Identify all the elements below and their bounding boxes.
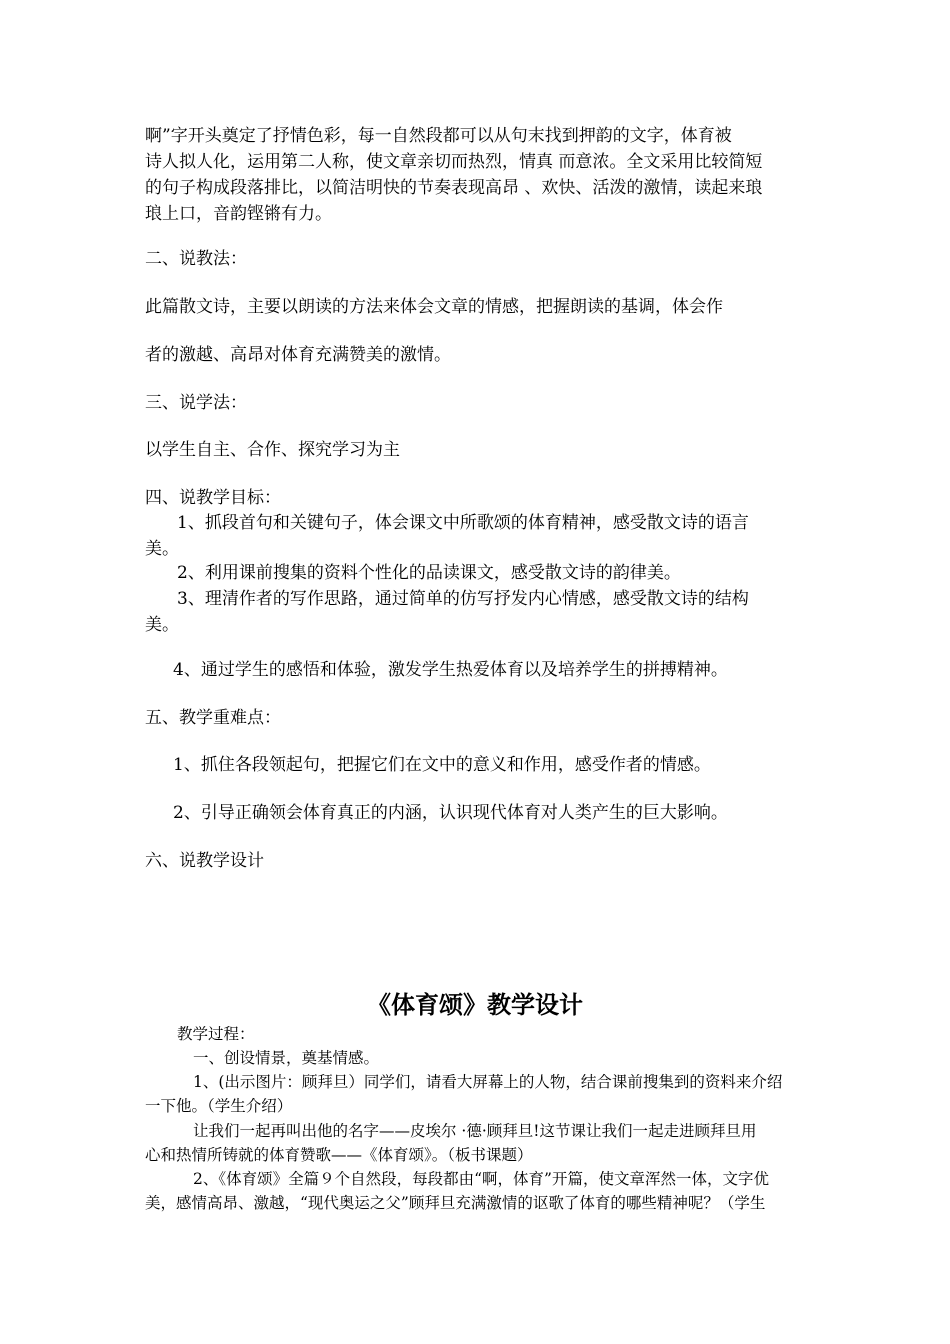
key-point-1: 1、抓住各段领起句，把握它们在文中的意义和作用，感受作者的情感。 — [173, 755, 711, 775]
teaching-method-heading: 二、说教法： — [145, 249, 247, 269]
goal-2: 2、利用课前搜集的资料个性化的品读课文，感受散文诗的韵律美。 — [177, 563, 681, 583]
learning-method-text: 以学生自主、合作、探究学习为主 — [145, 440, 400, 460]
intro-line-2: 诗人拟人化，运用第二人称，使文章亲切而热烈，情真 而意浓。全文采用比较简短 — [145, 152, 763, 172]
paragraph-1-line-1: 1、(出示图片：顾拜旦）同学们，请看大屏幕上的人物，结合课前搜集到的资料来介绍 — [193, 1073, 783, 1091]
paragraph-2-line-2: 心和热情所铸就的体育赞歌——《体育颂》。（板书课题） — [145, 1146, 533, 1164]
learning-method-heading: 三、说学法： — [145, 393, 247, 413]
process-label: 教学过程： — [177, 1025, 255, 1043]
paragraph-3-line-1: 2、《体育颂》全篇９个自然段，每段都由“啊，体育”开篇，使文章浑然一体，文字优 — [193, 1170, 769, 1188]
intro-line-4: 琅上口，音韵铿锵有力。 — [145, 204, 332, 224]
goal-3-line-2: 美。 — [145, 615, 179, 635]
lesson-title: 《体育颂》教学设计 — [367, 991, 583, 1019]
goal-4: 4、通过学生的感悟和体验，激发学生热爱体育以及培养学生的拼搏精神。 — [173, 660, 728, 680]
paragraph-3-line-2: 美，感情高昂、激越，“现代奥运之父”顾拜旦充满激情的讴歌了体育的哪些精神呢？（学生 — [145, 1194, 766, 1212]
teaching-method-line-1: 此篇散文诗，主要以朗读的方法来体会文章的情感，把握朗读的基调，体会作 — [145, 297, 723, 317]
key-point-2: 2、引导正确领会体育真正的内涵，认识现代体育对人类产生的巨大影响。 — [173, 803, 728, 823]
intro-line-3: 的句子构成段落排比，以简洁明快的节奏表现高昂 、欢快、活泼的激情，读起来琅 — [145, 178, 763, 198]
paragraph-2-line-1: 让我们一起再叫出他的名字——皮埃尔 ·德·顾拜旦!这节课让我们一起走进顾拜旦用 — [193, 1122, 757, 1140]
design-heading: 六、说教学设计 — [145, 851, 264, 871]
goal-1-line-1: 1、抓段首句和关键句子，体会课文中所歌颂的体育精神，感受散文诗的语言 — [177, 513, 749, 533]
paragraph-1-line-2: 一下他。（学生介绍） — [145, 1097, 293, 1115]
goal-1-line-2: 美。 — [145, 539, 179, 559]
step-1-heading: 一、创设情景，奠基情感。 — [193, 1049, 380, 1067]
key-points-heading: 五、教学重难点： — [145, 708, 281, 728]
goals-heading: 四、说教学目标： — [145, 488, 281, 508]
teaching-method-line-2: 者的激越、高昂对体育充满赞美的激情。 — [145, 345, 451, 365]
goal-3-line-1: 3、理清作者的写作思路，通过简单的仿写抒发内心情感，感受散文诗的结构 — [177, 589, 749, 609]
intro-line-1: 啊”字开头奠定了抒情色彩，每一自然段都可以从句末找到押韵的文字，体育被 — [145, 126, 732, 146]
